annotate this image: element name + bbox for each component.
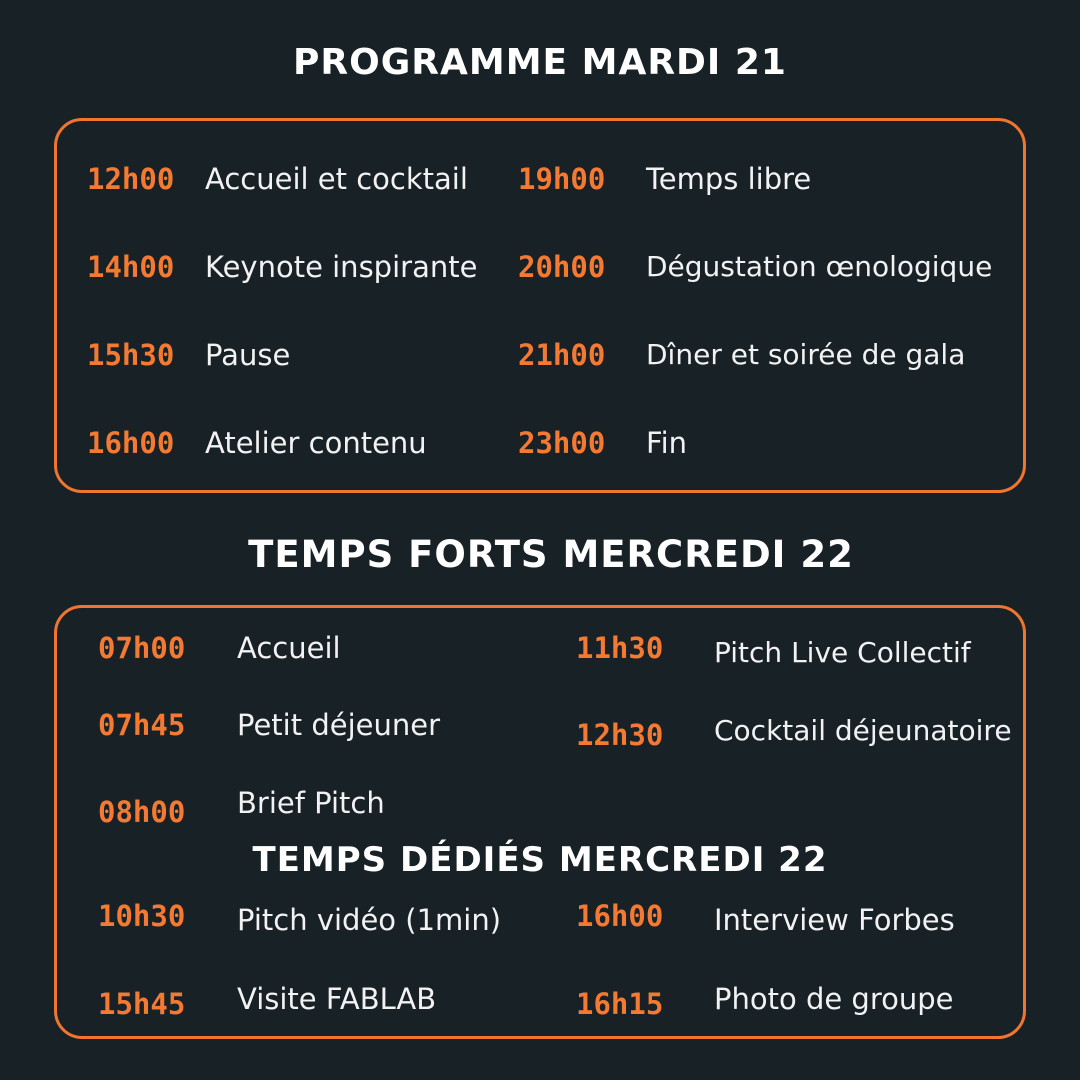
mercredi-box xyxy=(54,605,1026,1039)
schedule-time: 12h00 xyxy=(87,162,175,196)
temps-dedies-title: TEMPS DÉDIÉS MERCREDI 22 xyxy=(252,840,828,880)
schedule-label: Brief Pitch xyxy=(237,786,385,820)
schedule-label: Pitch vidéo (1min) xyxy=(237,903,502,937)
schedule-label: Cocktail déjeunatoire xyxy=(714,714,1012,747)
schedule-label: Pause xyxy=(205,338,291,372)
schedule-label: Temps libre xyxy=(646,162,812,196)
schedule-time: 14h00 xyxy=(87,250,175,284)
schedule-label: Keynote inspirante xyxy=(205,250,478,284)
schedule-label: Fin xyxy=(646,426,688,460)
schedule-time: 16h00 xyxy=(87,426,175,460)
schedule-time: 08h00 xyxy=(98,795,186,829)
schedule-label: Dégustation œnologique xyxy=(646,250,993,283)
programme-mardi-title: PROGRAMME MARDI 21 xyxy=(293,42,787,83)
schedule-time: 15h30 xyxy=(87,338,175,372)
schedule-time: 19h00 xyxy=(518,162,606,196)
schedule-label: Accueil et cocktail xyxy=(205,162,468,196)
schedule-label: Petit déjeuner xyxy=(237,708,440,742)
schedule-time: 07h45 xyxy=(98,708,186,742)
schedule-label: Interview Forbes xyxy=(714,903,955,937)
schedule-time: 16h15 xyxy=(576,987,664,1021)
temps-forts-title: TEMPS FORTS MERCREDI 22 xyxy=(248,533,854,576)
schedule-time: 20h00 xyxy=(518,250,606,284)
schedule-label: Photo de groupe xyxy=(714,982,954,1016)
schedule-time: 07h00 xyxy=(98,631,186,665)
schedule-label: Atelier contenu xyxy=(205,426,427,460)
schedule-time: 10h30 xyxy=(98,899,186,933)
schedule-time: 11h30 xyxy=(576,631,664,665)
schedule-time: 23h00 xyxy=(518,426,606,460)
schedule-time: 21h00 xyxy=(518,338,606,372)
schedule-label: Pitch Live Collectif xyxy=(714,636,971,669)
schedule-label: Visite FABLAB xyxy=(237,982,437,1016)
schedule-time: 16h00 xyxy=(576,899,664,933)
schedule-label: Accueil xyxy=(237,631,341,665)
schedule-time: 12h30 xyxy=(576,718,664,752)
schedule-time: 15h45 xyxy=(98,987,186,1021)
schedule-label: Dîner et soirée de gala xyxy=(646,338,966,371)
